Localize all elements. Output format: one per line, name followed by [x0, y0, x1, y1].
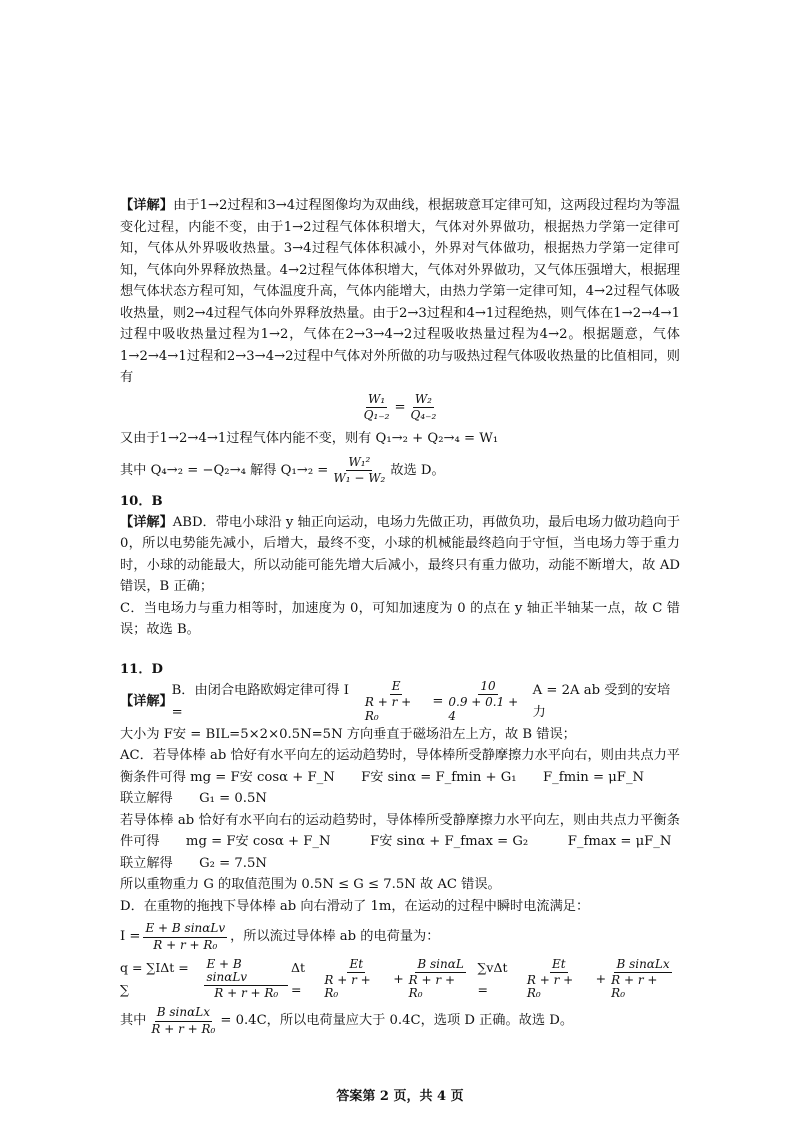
q9-result-line: 其中 Q₄→₂ = −Q₂→₄ 解得 Q₁→₂ = $\frac{\text{W₁²}}{\text{W₁ − W₂}}$ 故选 D。	[120, 454, 445, 485]
detail-tag: 【详解】	[120, 198, 174, 213]
q11-ampere-force: 大小为 F安 = BIL=5×2×0.5N=5N 方向垂直于磁场沿左上方，故 B 错误；	[120, 726, 576, 742]
q11-conclusion: 其中 $\frac{\text{B sinαLx}}{\text{R + r + R₀}}$ = 0.4C，所以电荷量应大于 0.4C，选项 D 正确。故选 D。	[120, 1005, 574, 1036]
page-footer: 答案第 2 页，共 4 页	[336, 1089, 464, 1104]
fraction: $\frac{10}{0.9 + 0.1 + 4}$	[448, 679, 519, 723]
fraction: $\frac{\text{W₁²}}{\text{W₁ − W₂}}$	[333, 454, 386, 485]
q11-charge-formula: q = ∑IΔt = ∑ $\frac{\text{E + B sinαLv}}{\text{R + r + R₀}}$ Δt = $\frac{Et}{\text{R + r + R₀}}$ + $\frac{\text{B sinαL}}{\text{R + r + R₀}}$ ∑vΔt = $\frac{Et}{\text{R + r + R₀}}$ + $\frac{\text{B sinαLx}}{\text{R + r + R₀}}$	[120, 957, 680, 1001]
q9-explanation	[120, 195, 680, 389]
q10-option-c: C．当电场力与重力相等时，加速度为 0，可知加速度为 0 的点在 y 轴正半轴某一点，故 C 错误；故选 B。	[120, 600, 680, 637]
fraction: $\frac{\text{B sinαL}}{\text{R + r + R₀}}$	[408, 956, 464, 1001]
q9-paragraph: 由于1→2过程和3→4过程图像均为双曲线，根据玻意耳定律可知，这两段过程均为等温变化过程，内能不变，由于1→2过程气体体积增大，气体对外界做功，根据热力学第一定律可知，气体从外界吸收热量。3→4过程气体体积减小，外界对气体做功，根据热力学第一定律可知，气体向外界释放热量。4→2过程气体体积增大，气体对外界做功，又气体压强增大，根据理想气体状态方程可知，气体温度升高，气体内能增大，由热力学第一定律可知，4→2过程气体吸收热量，则2→4过程气体向外界释放热量。由于2→3过程和4→1过程绝热，则气体在1→2→4→1过程中吸收热量过程为1→2，气体在2→3→4→2过程吸收热量过程为4→2。根据题意，气体1→2→4→1过程和2→3→4→2过程中气体对外所做的功与吸热过程气体吸收热量的比值相同，则有	[120, 198, 680, 385]
q10-answer: 10．B	[120, 493, 163, 509]
q11-solve-g1: 联立解得 G₁ = 0.5N	[120, 791, 267, 806]
q9-energy-line: 又由于1→2→4→1过程气体内能不变，则有 Q₁→₂ + Q₂→₄ = W₁	[120, 430, 499, 446]
fraction: $\frac{\text{B sinαLx}}{\text{R + r + R₀}}$	[611, 956, 670, 1001]
fraction: $\frac{\text{W₁}}{\text{Q₁₋₂}}$	[363, 391, 390, 422]
fraction: $\frac{\text{E + B sinαLv}}{\text{R + r + R₀}}$	[145, 921, 226, 952]
detail-tag: 【详解】	[120, 514, 173, 530]
q11-option-b: 【详解】 B．由闭合电路欧姆定律可得 I = $\frac{E}{\text{R + r + R₀}}$ = $\frac{10}{0.9 + 0.1 + 4}$ A = 2A ab 受到的安培力	[120, 679, 671, 723]
q11-option-ac-left: AC．若导体棒 ab 恰好有水平向左的运动趋势时，导体棒所受静摩擦力水平向右，则由共点力平衡条件可得 mg = F安 cosα + F_N F安 sinα = F_fmin + G₁ F_fmin = μF_N	[120, 748, 680, 785]
q11-option-d: D．在重物的拖拽下导体棒 ab 向右滑动了 1m，在运动的过程中瞬时电流满足：	[120, 898, 590, 914]
fraction: $\frac{\text{E + B sinαLv}}{\text{R + r + R₀}}$	[204, 958, 287, 1001]
fraction: $\frac{Et}{\text{R + r + R₀}}$	[324, 956, 371, 1001]
q11-solve-g2: 联立解得 G₂ = 7.5N	[120, 855, 267, 871]
fraction: $\frac{\text{B sinαLx}}{\text{R + r + R₀}}$	[151, 1005, 216, 1036]
fraction: $\frac{E}{\text{R + r + R₀}}$	[364, 679, 412, 723]
q11-answer: 11．D	[120, 661, 163, 677]
q11-g-range: 所以重物重力 G 的取值范围为 0.5N ≤ G ≤ 7.5N 故 AC 错误。	[120, 877, 501, 892]
spacer	[120, 641, 680, 659]
fraction: $\frac{Et}{\text{R + r + R₀}}$	[526, 956, 574, 1001]
q9-ratio-equation: $\frac{\text{W₁}}{\text{Q₁₋₂}}$ = $\frac{\text{W₂}}{\text{Q₄₋₂}}$	[363, 391, 437, 422]
fraction: $\frac{\text{W₂}}{\text{Q₄₋₂}}$	[410, 391, 437, 422]
answer-content	[120, 195, 680, 1041]
q10-explanation: 【详解】ABD．带电小球沿 y 轴正向运动，电场力先做正功，再做负功，最后电场力做功趋向于 0，所以电势能先减小，后增大，最终不变，小球的机械能最终趋向于守恒，当电场力等于重力时，小球的动能最大，所以动能可能先增大后减小，最终只有重力做功，动能不断增大，故 AD 错误，B 正确；	[120, 514, 681, 594]
q11-option-ac-right: 若导体棒 ab 恰好有水平向右的运动趋势时，导体棒所受静摩擦力水平向左，则由共点力平衡条件可得 mg = F安 cosα + F_N F安 sinα + F_fmax = G₂ F_fmax = μF_N	[120, 812, 680, 849]
detail-tag: 【详解】	[120, 693, 173, 709]
q11-current-formula: I = $\frac{\text{E + B sinαLv}}{\text{R + r + R₀}}$ ，所以流过导体棒 ab 的电荷量为：	[120, 921, 440, 952]
